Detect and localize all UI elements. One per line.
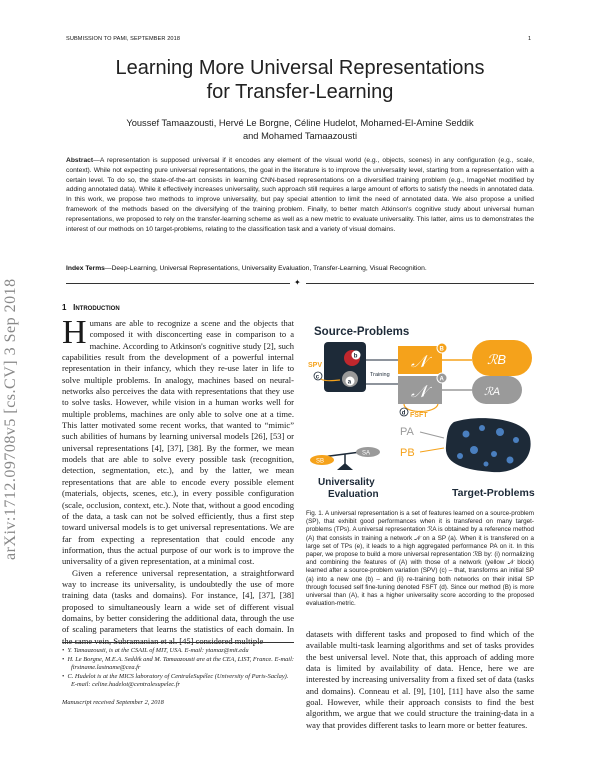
footnote-3: • C. Hudelot is at the MICS laboratory of CentraleSupélec (University of Paris-Saclay). E-mail: celine.hudelot@centralesupelec.fr — [62, 672, 289, 689]
paper-title-line1: Learning More Universal Representations — [115, 57, 485, 79]
network-a-symbol: 𝒩 — [411, 382, 428, 401]
tp-dot — [491, 451, 497, 457]
right-paragraph-1: datasets with different tasks and proposed to find which of the available multi-task learning algorithms and set of tasks provides the best universal level. Note that, this approach of adding more data is limited by availability of data. Hence, here we are interested by increasing universality from a fixed set of data (tasks and domains). Conneau et al. [9], [10], [11] have also the same goal. However, while their approach consists to find the best algorithm, we argue that we could structure the training-data in a way that provides different tasks to learn more or better features. — [306, 629, 534, 730]
figure-caption: Fig. 1. A universal representation is a set of features learned on a source-problem (SP), that exhibit good performances when it is transfered on many target-problems (TPs). A universal representation ℛA is obtained by a reference method (A) that consists in training a network 𝒩 on a SP (a). When it is transfered on a large set of TPs (e), it leads to a high aggregated performance PA on it. In this paper, we propose to build a more universal representation ℛB by: (i) normalizing and combining the features of (A) with those of a network (yellow 𝒩 block) learned after a source-problem variation (SPV) (c) – that, transforms an initial SP (a) into a new one (b) – and (ii) re-training both networks on their initial SP through focused self fine-tuning denoted FSFT (d). Since our method (B) is more universal than (A), it has a higher universality score according to the proposed evaluation-metric. — [306, 510, 534, 608]
scale-a-label: SA — [362, 450, 371, 457]
target-problems-label: Target-Problems — [452, 487, 535, 499]
abstract-text: —A representation is supposed universal if it encodes any element of the visual world (e.g., objects, scenes) in any configuration (e.g., scale, context). While not expecting pure universal representations, the goal in the literature is to improve the universality level, starting from a representation with a certain level. To do so, the state-of-the-art consists in learning CNN-based representations on a diversified training problem (e.g., ImageNet modified by adding annotated data). While it effectively increases universality, such approach still requires a large amount of efforts to satisfy the needs in annotated data. In this work, we propose two methods to improve universality, but pay special attention to limit the need of annotated data. We also propose a unified framework of the methods based on the diversifying of the training problem. Finally, to better match Atkinson's cognitive study about universal human representations, we proposed to rely on the transfer-learning scheme as well as a new metric to evaluate universality. This latter, aims us to demonstrates the interest of our methods on 10 target-problems, relating to the classification task and a variety of visual domains. — [66, 157, 534, 233]
intro-left-column — [62, 314, 294, 646]
page-number: 1 — [528, 36, 532, 42]
fsft-arrow — [404, 404, 438, 412]
arxiv-stamp: arXiv:1712.09708v5 [cs.CV] 3 Sep 2018 — [2, 278, 19, 560]
abstract — [66, 156, 534, 234]
abstract-label: Abstract — [66, 157, 94, 164]
universality-label-1: Universality — [318, 477, 375, 488]
training-label: Training — [370, 372, 390, 378]
index-terms — [66, 264, 534, 274]
letter-d: d — [401, 410, 406, 417]
box-b-letter: B — [439, 346, 444, 353]
tp-dot — [496, 428, 504, 436]
perf-a-label: PA — [400, 426, 414, 438]
scale-b-label: SB — [316, 458, 325, 465]
source-problems-label: Source-Problems — [314, 326, 410, 338]
manuscript-note: Manuscript received September 2, 2018 — [62, 699, 164, 706]
perf-b-line — [420, 448, 444, 452]
intro-right-column — [306, 629, 534, 731]
divider-right — [306, 283, 534, 284]
footnotes — [62, 647, 294, 690]
tp-dot — [470, 446, 478, 454]
tp-dot — [484, 462, 489, 467]
footnote-2: • H. Le Borgne, M.E.A. Seddik and M. Tamaazousti are at the CEA, LIST, France. E-mail: firstname.lastname@cea.fr — [62, 655, 294, 672]
footnote-1: • Y. Tamaazousti, is at the CSAIL of MIT, USA. E-mail: ytamaz@mit.edu — [62, 647, 249, 654]
tp-dot — [457, 453, 463, 459]
running-header: SUBMISSION TO PAMI, SEPTEMBER 2018 — [66, 36, 181, 42]
divider-symbol: ✦ — [294, 278, 301, 287]
perf-b-label: PB — [400, 447, 415, 459]
universality-label-2: Evaluation — [328, 489, 379, 500]
letter-a: a — [347, 379, 352, 386]
rep-a-label: ℛA — [484, 386, 501, 398]
box-a-letter: A — [439, 376, 444, 383]
divider-left — [66, 283, 290, 284]
footnote-rule — [62, 642, 294, 643]
section-heading — [62, 303, 120, 312]
rep-b-label: ℛB — [487, 352, 507, 367]
index-terms-text: —Deep-Learning, Universal Representations, Universality Evaluation, Transfer-Learning, Visual Recognition. — [104, 265, 427, 272]
index-terms-label: Index Terms — [66, 265, 105, 272]
intro-paragraph-1: umans are able to recognize a scene and the objects that composed it with disconcerting ease in comparison to a machine. According to Atkinson's cognitive study [2], such capabilities result from the development of a powerful internal representation in their infancy, which they re-use later in life to solve multiple problems. In analogy, machines based on neural-networks also perceives the data with representations that they use to solve tasks. However, while vision in a human works well for multiple problems, machines are only able to solve one at a time. This latter motivated some recent works, that wanted to “mimic” such abilities of humans by learning universal models [26], [53] or universal representations [4], [37], [38]. By the former, we mean models that are able to solve every possible task (recognition, detection, segmentation, etc.), and by the latter, we mean representations that are able to encode every possible element (materials, objects, scenes, etc.), in every possible configuration (scale, occlusion, context, etc.). Note that, without a good encoding of the data, a task can not be solved efficiently, thus a first step toward universal models is to get universal representations. We are far from expecting a representation that could encode any information, thus the actual purpose of our work is to improve the universality of a given representation, at a minimal cost. — [62, 318, 294, 567]
authors-line1: Youssef Tamaazousti, Hervé Le Borgne, Céline Hudelot, Mohamed-El-Amine Seddik — [126, 118, 474, 128]
scale-base — [337, 463, 353, 470]
letter-b: b — [353, 353, 358, 360]
tp-dot — [479, 425, 485, 431]
network-b-symbol: 𝒩 — [411, 352, 428, 371]
authors-line2: and Mohamed Tamaazousti — [242, 131, 358, 141]
section-number: 1 — [62, 303, 67, 312]
spv-label: SPV — [308, 362, 323, 369]
letter-c: c — [315, 374, 320, 381]
paper-title-line2: for Transfer-Learning — [206, 81, 394, 103]
tp-dot — [507, 457, 514, 464]
dropcap: H — [62, 314, 87, 351]
tp-dot — [463, 431, 470, 438]
perf-a-line — [420, 432, 444, 438]
section-title: Introduction — [73, 303, 120, 312]
fsft-label: FSFT — [410, 412, 428, 419]
tp-dot — [513, 437, 519, 443]
figure-1 — [304, 318, 538, 506]
intro-paragraph-2: Given a reference universal representation, a straightforward way to increase its universality, is undoubtedly the use of more training data (tasks and domains). For instance, [4], [37], [38] proposed to simultaneously learn a wide set of different visual domains, by better considering the additional data, through the use of scaling parameters that learns the statistics of each domain. In the same vein, Subramanian et al. [45] considered multiple — [62, 567, 294, 646]
